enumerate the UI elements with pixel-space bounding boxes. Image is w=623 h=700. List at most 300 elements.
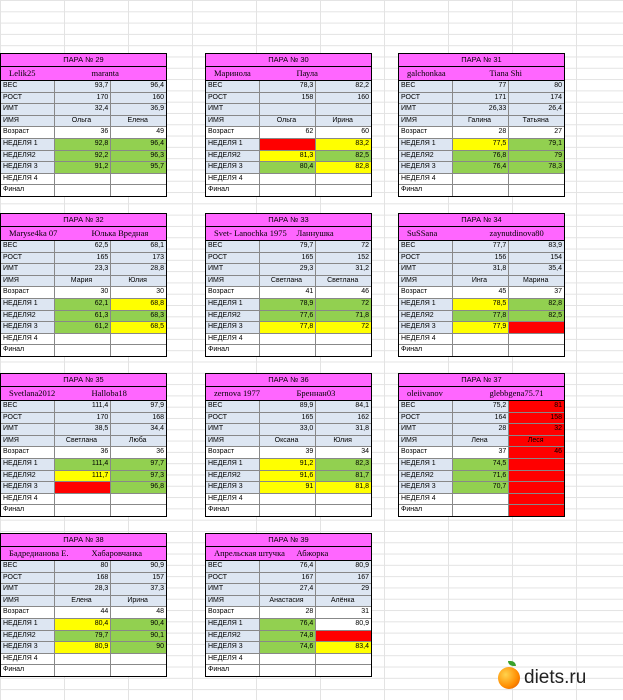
row-label: Возраст [206, 127, 260, 138]
table-cell[interactable] [509, 494, 564, 505]
table-row [206, 447, 371, 459]
table-cell[interactable] [55, 334, 112, 345]
table-cell[interactable]: 33,0 [260, 424, 317, 435]
table-cell[interactable] [260, 654, 317, 665]
table-cell[interactable]: 28 [453, 127, 510, 138]
row-label: НЕДЕЛЯ2 [206, 631, 260, 642]
table-cell[interactable]: 96,4 [111, 81, 166, 92]
table-cell[interactable]: 41 [260, 287, 317, 298]
table-cell[interactable]: 77,7 [453, 241, 510, 252]
row-label: ИМТ [206, 584, 260, 595]
table-cell[interactable] [316, 631, 371, 642]
pair-nicknames [1, 387, 166, 401]
table-cell[interactable] [260, 334, 317, 345]
table-cell[interactable]: 83,9 [509, 241, 564, 252]
table-cell[interactable]: 82,8 [316, 162, 371, 173]
table-cell[interactable]: Ольга [260, 116, 317, 127]
table-cell[interactable]: Татьяна [509, 116, 564, 127]
table-cell[interactable]: 23,3 [55, 264, 112, 275]
table-cell[interactable]: 68,3 [111, 311, 166, 322]
table-cell[interactable]: 160 [111, 93, 166, 104]
pair-table [205, 533, 372, 677]
row-label: ИМЯ [1, 276, 55, 287]
table-cell[interactable] [453, 334, 510, 345]
table-cell[interactable]: 36 [55, 127, 112, 138]
row-label: НЕДЕЛЯ 1 [399, 459, 453, 470]
table-cell[interactable]: 90 [111, 642, 166, 653]
table-row [206, 299, 371, 311]
table-row [399, 81, 564, 93]
table-cell[interactable]: 158 [260, 93, 317, 104]
table-row [1, 322, 166, 334]
table-cell[interactable]: 31,8 [453, 264, 510, 275]
table-cell[interactable] [111, 494, 166, 505]
table-cell[interactable]: 32 [509, 424, 564, 435]
table-cell[interactable]: 96,4 [111, 139, 166, 150]
pair-title: ПАРА № 29 [1, 54, 166, 67]
table-cell[interactable]: 80,9 [316, 561, 371, 572]
table-cell[interactable]: 96,8 [111, 482, 166, 493]
table-cell[interactable]: 72 [316, 299, 371, 310]
table-cell[interactable] [55, 174, 112, 185]
table-cell[interactable]: 45 [453, 287, 510, 298]
table-cell[interactable] [509, 185, 564, 196]
row-label: Возраст [1, 607, 55, 618]
table-cell[interactable]: 75,2 [453, 401, 510, 412]
table-cell[interactable]: 80 [55, 561, 112, 572]
row-label: НЕДЕЛЯ2 [399, 471, 453, 482]
table-cell[interactable]: 35,4 [509, 264, 564, 275]
row-label: Возраст [1, 127, 55, 138]
table-cell[interactable]: 78,9 [260, 299, 317, 310]
table-cell[interactable]: 31,2 [316, 264, 371, 275]
table-cell[interactable]: 95,7 [111, 162, 166, 173]
table-cell[interactable]: 36 [55, 447, 112, 458]
table-cell[interactable]: 61,3 [55, 311, 112, 322]
table-cell[interactable]: 28,8 [111, 264, 166, 275]
table-cell[interactable]: Оксана [260, 436, 317, 447]
row-label: НЕДЕЛЯ 4 [399, 334, 453, 345]
table-cell[interactable]: Елена [55, 596, 112, 607]
table-row [399, 174, 564, 186]
table-cell[interactable]: 48 [111, 607, 166, 618]
table-row [206, 561, 371, 573]
table-row [206, 631, 371, 643]
table-cell[interactable] [509, 459, 564, 470]
table-cell[interactable]: 82,5 [316, 151, 371, 162]
table-cell[interactable] [55, 482, 112, 493]
table-cell[interactable]: 68,5 [111, 322, 166, 333]
table-cell[interactable]: 76,4 [453, 162, 510, 173]
row-label: ВЕС [206, 561, 260, 572]
table-cell[interactable] [55, 345, 112, 356]
table-cell[interactable] [316, 334, 371, 345]
table-cell[interactable]: 80,9 [55, 642, 112, 653]
nickname: oleiivanov [407, 388, 443, 398]
table-cell[interactable]: 77,8 [453, 311, 510, 322]
table-cell[interactable]: 165 [260, 253, 317, 264]
table-cell[interactable]: 37,3 [111, 584, 166, 595]
table-cell[interactable]: 77,8 [260, 322, 317, 333]
table-row [1, 334, 166, 346]
table-cell[interactable] [260, 665, 317, 676]
table-cell[interactable]: 167 [316, 573, 371, 584]
table-cell[interactable]: 165 [55, 253, 112, 264]
table-cell[interactable] [260, 345, 317, 356]
table-cell[interactable] [260, 185, 317, 196]
pair-table [0, 533, 167, 677]
table-cell[interactable]: 111,4 [55, 459, 112, 470]
table-cell[interactable]: 79 [509, 151, 564, 162]
table-cell[interactable]: 74,6 [260, 642, 317, 653]
table-cell[interactable]: 78,3 [260, 81, 317, 92]
table-row [1, 665, 166, 676]
table-cell[interactable]: 37 [509, 287, 564, 298]
table-cell[interactable] [260, 174, 317, 185]
row-label: ИМЯ [206, 596, 260, 607]
table-row [399, 482, 564, 494]
table-cell[interactable] [55, 665, 112, 676]
table-cell[interactable] [509, 174, 564, 185]
table-cell[interactable]: 76,4 [260, 561, 317, 572]
table-cell[interactable]: 92,8 [55, 139, 112, 150]
table-row [399, 104, 564, 116]
table-cell[interactable]: 170 [55, 93, 112, 104]
table-cell[interactable]: 68,1 [111, 241, 166, 252]
table-cell[interactable] [453, 345, 510, 356]
table-row [206, 471, 371, 483]
pair-nicknames [206, 547, 371, 561]
table-cell[interactable]: 77 [453, 81, 510, 92]
row-label: НЕДЕЛЯ 1 [399, 139, 453, 150]
table-cell[interactable]: 29 [316, 584, 371, 595]
table-cell[interactable]: 91,2 [260, 459, 317, 470]
table-cell[interactable] [111, 334, 166, 345]
row-label: РОСТ [1, 413, 55, 424]
table-cell[interactable] [509, 345, 564, 356]
table-cell[interactable]: 28 [453, 424, 510, 435]
table-row [206, 264, 371, 276]
table-cell[interactable]: 93,7 [55, 81, 112, 92]
table-cell[interactable]: 174 [509, 93, 564, 104]
row-label: Финал [1, 665, 55, 676]
table-cell[interactable]: 83,4 [316, 642, 371, 653]
table-cell[interactable]: 49 [111, 127, 166, 138]
table-cell[interactable]: Мария [55, 276, 112, 287]
table-cell[interactable]: 173 [111, 253, 166, 264]
nickname: Svet- Lanochka 1975 [214, 228, 287, 238]
table-cell[interactable]: 62 [260, 127, 317, 138]
row-label: НЕДЕЛЯ 4 [399, 174, 453, 185]
row-label: ИМТ [1, 264, 55, 275]
table-row [399, 459, 564, 471]
table-cell[interactable]: 90,1 [111, 631, 166, 642]
table-cell[interactable]: 31,8 [316, 424, 371, 435]
table-cell[interactable]: 168 [55, 573, 112, 584]
table-row [399, 253, 564, 265]
table-cell[interactable]: 80,4 [55, 619, 112, 630]
table-cell[interactable]: 80 [509, 81, 564, 92]
table-row [399, 162, 564, 174]
nickname: Апрельская штучка [214, 548, 285, 558]
table-cell[interactable] [260, 505, 317, 516]
table-cell[interactable] [260, 139, 317, 150]
table-cell[interactable]: Светлана [316, 276, 371, 287]
table-cell[interactable]: 61,2 [55, 322, 112, 333]
table-cell[interactable] [55, 494, 112, 505]
table-cell[interactable]: 46 [316, 287, 371, 298]
table-row [1, 471, 166, 483]
table-cell[interactable]: 28,3 [55, 584, 112, 595]
table-cell[interactable]: 27 [509, 127, 564, 138]
table-cell[interactable] [111, 505, 166, 516]
table-cell[interactable] [453, 494, 510, 505]
table-row [399, 447, 564, 459]
table-cell[interactable]: 62,5 [55, 241, 112, 252]
row-label: Возраст [399, 447, 453, 458]
table-cell[interactable]: Инга [453, 276, 510, 287]
table-cell[interactable] [509, 334, 564, 345]
table-cell[interactable] [55, 654, 112, 665]
table-cell[interactable]: 97,3 [111, 471, 166, 482]
table-cell[interactable]: Елена [111, 116, 166, 127]
table-cell[interactable]: 162 [316, 413, 371, 424]
table-cell[interactable] [316, 185, 371, 196]
table-cell[interactable]: 96,3 [111, 151, 166, 162]
table-cell[interactable]: 68,8 [111, 299, 166, 310]
row-label: НЕДЕЛЯ 4 [1, 174, 55, 185]
nickname: Halloba18 [91, 388, 127, 398]
table-cell[interactable]: 111,4 [55, 401, 112, 412]
table-cell[interactable]: 168 [111, 413, 166, 424]
row-label: НЕДЕЛЯ 1 [1, 459, 55, 470]
table-cell[interactable]: 81,3 [260, 151, 317, 162]
table-cell[interactable]: 76,4 [260, 619, 317, 630]
table-cell[interactable]: Светлана [260, 276, 317, 287]
table-cell[interactable]: 81 [509, 401, 564, 412]
table-cell[interactable]: 82,3 [316, 459, 371, 470]
table-row [206, 162, 371, 174]
table-cell[interactable]: Юлия [111, 276, 166, 287]
table-cell[interactable] [55, 505, 112, 516]
table-cell[interactable]: 79,1 [509, 139, 564, 150]
table-cell[interactable] [453, 505, 510, 516]
table-cell[interactable]: 32,4 [55, 104, 112, 115]
table-cell[interactable]: Алёнка [316, 596, 371, 607]
table-cell[interactable]: 36 [111, 447, 166, 458]
table-cell[interactable]: 26,4 [509, 104, 564, 115]
table-cell[interactable]: 27,4 [260, 584, 317, 595]
table-row [206, 642, 371, 654]
row-label: НЕДЕЛЯ 3 [1, 322, 55, 333]
table-cell[interactable]: 91,2 [55, 162, 112, 173]
table-row [1, 93, 166, 105]
table-cell[interactable]: 31 [316, 607, 371, 618]
table-cell[interactable]: 90,4 [111, 619, 166, 630]
table-cell[interactable]: 84,1 [316, 401, 371, 412]
table-row [206, 345, 371, 356]
table-cell[interactable]: 80,9 [316, 619, 371, 630]
row-label: Возраст [399, 287, 453, 298]
table-cell[interactable] [453, 185, 510, 196]
table-cell[interactable]: 97,7 [111, 459, 166, 470]
row-label: ИМТ [206, 264, 260, 275]
row-label: РОСТ [399, 253, 453, 264]
table-cell[interactable] [509, 482, 564, 493]
table-cell[interactable] [453, 174, 510, 185]
table-cell[interactable] [316, 654, 371, 665]
table-cell[interactable]: 79,7 [55, 631, 112, 642]
table-cell[interactable]: 71,6 [453, 471, 510, 482]
table-cell[interactable]: 82,2 [316, 81, 371, 92]
table-row [206, 322, 371, 334]
table-cell[interactable]: 44 [55, 607, 112, 618]
table-row [399, 471, 564, 483]
table-cell[interactable]: 157 [111, 573, 166, 584]
table-cell[interactable]: Ирина [111, 596, 166, 607]
table-cell[interactable]: 74,8 [260, 631, 317, 642]
table-cell[interactable]: 152 [316, 253, 371, 264]
table-cell[interactable] [111, 665, 166, 676]
table-cell[interactable]: 39 [260, 447, 317, 458]
table-cell[interactable]: 77,6 [260, 311, 317, 322]
table-cell[interactable]: 82,5 [509, 311, 564, 322]
table-cell[interactable]: 30 [55, 287, 112, 298]
table-cell[interactable]: Юлия [316, 436, 371, 447]
table-cell[interactable]: 111,7 [55, 471, 112, 482]
table-cell[interactable]: 77,9 [453, 322, 510, 333]
table-row [1, 619, 166, 631]
table-cell[interactable]: Лена [453, 436, 510, 447]
pair-nicknames [1, 547, 166, 561]
table-cell[interactable]: 156 [453, 253, 510, 264]
table-cell[interactable]: 36,9 [111, 104, 166, 115]
table-cell[interactable]: Леся [509, 436, 564, 447]
table-cell[interactable] [509, 322, 564, 333]
table-cell[interactable]: 72 [316, 322, 371, 333]
table-row [399, 127, 564, 139]
table-cell[interactable]: 81,8 [316, 482, 371, 493]
table-cell[interactable]: 91 [260, 482, 317, 493]
table-cell[interactable]: 91,6 [260, 471, 317, 482]
table-cell[interactable]: 38,5 [55, 424, 112, 435]
table-cell[interactable]: 78,5 [453, 299, 510, 310]
table-row [1, 276, 166, 288]
table-cell[interactable] [316, 665, 371, 676]
table-cell[interactable]: 34 [316, 447, 371, 458]
table-cell[interactable] [509, 471, 564, 482]
table-row [399, 401, 564, 413]
table-cell[interactable]: 82,8 [509, 299, 564, 310]
table-cell[interactable]: Люба [111, 436, 166, 447]
row-label: Финал [1, 505, 55, 516]
table-cell[interactable]: 170 [55, 413, 112, 424]
table-cell[interactable]: 26,33 [453, 104, 510, 115]
row-label: НЕДЕЛЯ2 [1, 631, 55, 642]
table-cell[interactable]: Ольга [55, 116, 112, 127]
table-cell[interactable]: 71,8 [316, 311, 371, 322]
table-cell[interactable]: 37 [453, 447, 510, 458]
table-cell[interactable]: 77,5 [453, 139, 510, 150]
table-cell[interactable] [111, 654, 166, 665]
table-cell[interactable] [316, 174, 371, 185]
pair-title: ПАРА № 32 [1, 214, 166, 227]
table-cell[interactable]: 70,7 [453, 482, 510, 493]
table-cell[interactable] [316, 104, 371, 115]
table-cell[interactable]: 62,1 [55, 299, 112, 310]
table-cell[interactable]: 60 [316, 127, 371, 138]
table-cell[interactable]: 97,9 [111, 401, 166, 412]
table-cell[interactable]: 79,7 [260, 241, 317, 252]
table-row [1, 185, 166, 196]
table-cell[interactable]: 81,7 [316, 471, 371, 482]
table-row [206, 665, 371, 676]
table-cell[interactable]: 30 [111, 287, 166, 298]
table-cell[interactable]: 154 [509, 253, 564, 264]
pair-table [205, 373, 372, 517]
row-label: НЕДЕЛЯ 1 [1, 139, 55, 150]
table-cell[interactable] [111, 174, 166, 185]
table-cell[interactable] [260, 494, 317, 505]
table-row [206, 253, 371, 265]
table-cell[interactable]: 29,3 [260, 264, 317, 275]
table-row [206, 494, 371, 506]
row-label: Возраст [1, 447, 55, 458]
table-cell[interactable] [260, 104, 317, 115]
table-cell[interactable]: Светлана [55, 436, 112, 447]
table-cell[interactable]: 76,8 [453, 151, 510, 162]
table-row [1, 162, 166, 174]
table-cell[interactable]: 164 [453, 413, 510, 424]
table-cell[interactable]: 158 [509, 413, 564, 424]
table-cell[interactable]: 46 [509, 447, 564, 458]
table-cell[interactable]: 167 [260, 573, 317, 584]
table-cell[interactable] [509, 505, 564, 516]
table-cell[interactable]: Ирина [316, 116, 371, 127]
table-cell[interactable]: 72 [316, 241, 371, 252]
row-label: НЕДЕЛЯ 1 [1, 619, 55, 630]
table-cell[interactable]: Марина [509, 276, 564, 287]
row-label: НЕДЕЛЯ 4 [206, 334, 260, 345]
table-cell[interactable] [316, 345, 371, 356]
table-cell[interactable]: 165 [260, 413, 317, 424]
table-cell[interactable]: Галина [453, 116, 510, 127]
table-row [206, 185, 371, 196]
table-cell[interactable]: Анастасия [260, 596, 317, 607]
table-cell[interactable]: 89,9 [260, 401, 317, 412]
table-cell[interactable] [55, 185, 112, 196]
table-cell[interactable]: 83,2 [316, 139, 371, 150]
table-cell[interactable]: 28 [260, 607, 317, 618]
table-row [399, 185, 564, 196]
table-cell[interactable]: 90,9 [111, 561, 166, 572]
table-cell[interactable]: 171 [453, 93, 510, 104]
table-cell[interactable] [316, 494, 371, 505]
row-label: НЕДЕЛЯ 4 [1, 334, 55, 345]
table-cell[interactable] [111, 345, 166, 356]
table-cell[interactable]: 92,2 [55, 151, 112, 162]
row-label: ВЕС [399, 401, 453, 412]
table-cell[interactable] [111, 185, 166, 196]
table-cell[interactable]: 74,5 [453, 459, 510, 470]
table-cell[interactable]: 34,4 [111, 424, 166, 435]
table-cell[interactable]: 160 [316, 93, 371, 104]
table-cell[interactable] [316, 505, 371, 516]
row-label: ИМТ [399, 104, 453, 115]
table-cell[interactable]: 78,3 [509, 162, 564, 173]
pair-table [0, 213, 167, 357]
table-cell[interactable]: 80,4 [260, 162, 317, 173]
